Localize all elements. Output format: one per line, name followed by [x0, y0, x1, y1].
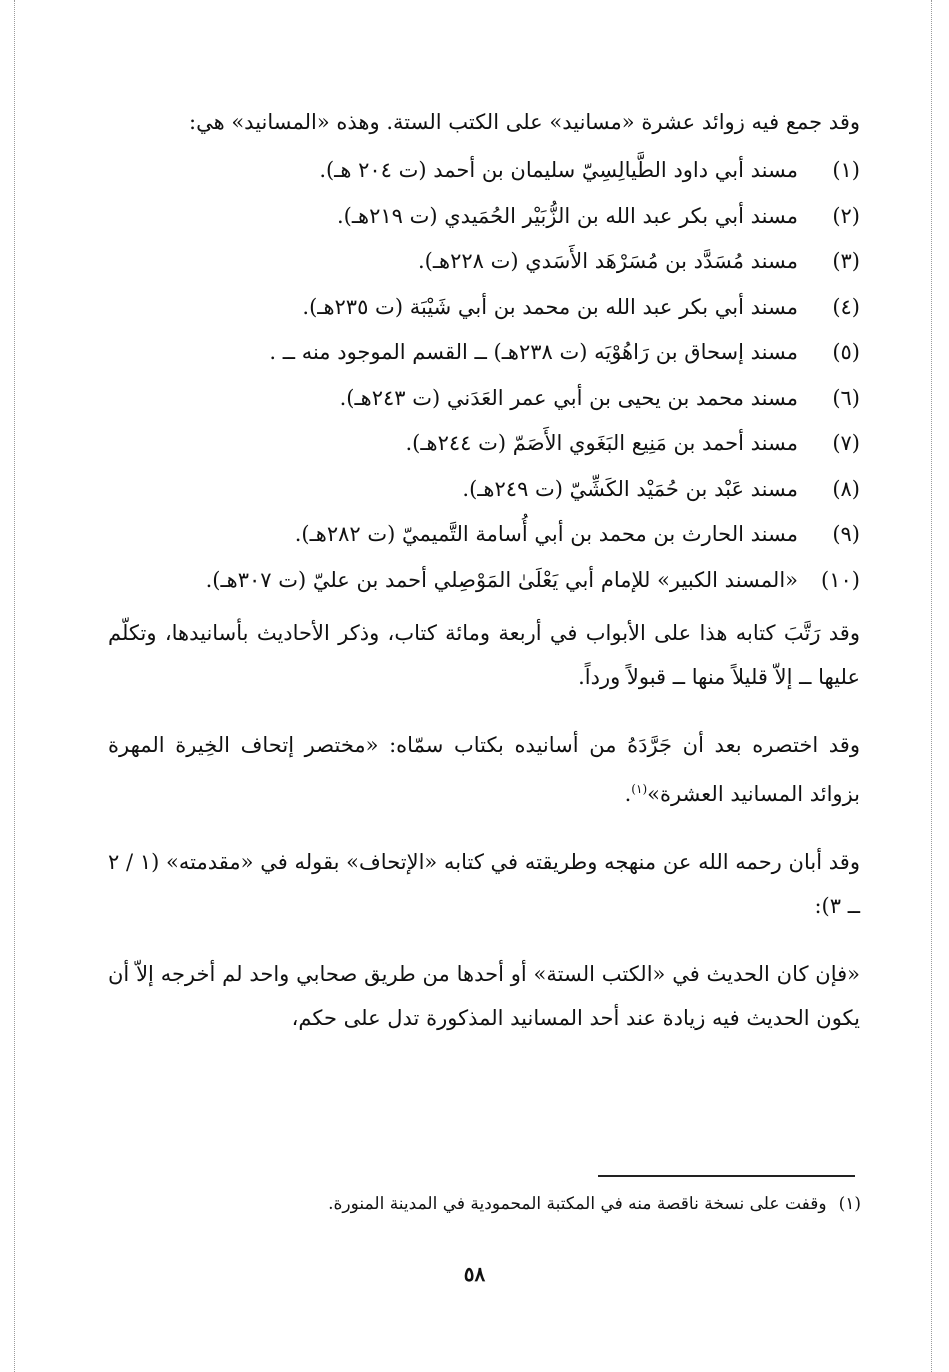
list-item-number: (٥) — [832, 340, 860, 364]
list-item — [108, 148, 860, 194]
list-item-number: (٧) — [832, 431, 860, 455]
list-item-text: مسند أحمد بن مَنِيع البَغَوي الأَصَمّ (ت ٢٤٤هـ). — [405, 431, 798, 455]
footnote-number: (١) — [838, 1194, 861, 1214]
list-item-text: مسند محمد بن يحيى بن أبي عمر العَدَني (ت ٢٤٣هـ). — [339, 385, 798, 410]
list-item-text: مسند عَبْد بن حُمَيْد الكَشِّيّ (ت ٢٤٩هـ). — [462, 476, 798, 501]
footnote-reference: (١) — [631, 782, 648, 796]
list-item — [108, 421, 860, 467]
list-item-number: (٤) — [832, 294, 860, 319]
list-item-number: (٦) — [832, 385, 860, 410]
list-item-text: مسند أبي داود الطَّيالِسِيّ سليمان بن أحمد (ت ٢٠٤ هـ). — [319, 158, 798, 182]
list-item-number: (٣) — [832, 249, 860, 273]
paragraph-quote: «فإن كان الحديث في «الكتب الستة» أو أحدها من طريق صحابي واحد لم أخرجه إلاّ أن يكون الحديث فيه زيادة عند أحد المسانيد المذكورة تدل على حكم، — [108, 962, 860, 1030]
list-item — [108, 285, 860, 331]
list-item-number: (٨) — [832, 476, 860, 501]
list-item-number: (٢) — [832, 203, 860, 228]
paragraph-abridgement-text: وقد اختصره بعد أن جَرَّدَهُ من أسانيده بكتاب سمّاه: «مختصر إتحاف الخِيرة المهرة بزوائد المسانيد العشرة» — [108, 733, 860, 806]
list-item-text: مسند إسحاق بن رَاهُوْيَه (ت ٢٣٨هـ) ــ القسم الموجود منه ــ . — [269, 340, 798, 364]
footnote-separator — [598, 1175, 855, 1177]
musnad-list — [108, 148, 860, 603]
paragraph-abridgement-end: . — [624, 782, 632, 806]
page-number: ٥٨ — [463, 1262, 486, 1286]
list-item — [108, 239, 860, 285]
footnote — [161, 1190, 861, 1218]
paragraph-intro: وقد جمع فيه زوائد عشرة «مسانيد» على الكتب الستة. وهذه «المسانيد» هي: — [189, 110, 860, 134]
list-item-text: «المسند الكبير» للإمام أبي يَعْلَىٰ المَوْصِلي أحمد بن عليّ (ت ٣٠٧هـ). — [205, 567, 798, 592]
list-item-number: (٩) — [832, 522, 860, 546]
list-item — [108, 376, 860, 422]
list-item-number: (١٠) — [821, 567, 860, 592]
list-item — [108, 512, 860, 558]
list-item — [108, 558, 860, 604]
list-item-text: مسند أبي بكر عبد الله بن محمد بن أبي شَيْبَة (ت ٢٣٥هـ). — [302, 294, 798, 319]
scan-margin-line-left — [14, 0, 15, 1372]
scan-margin-line-right — [931, 0, 932, 1372]
page-body — [108, 100, 860, 1040]
list-item-text: مسند الحارث بن محمد بن أبي أُسامة التَّميميّ (ت ٢٨٢هـ). — [294, 522, 798, 546]
list-item — [108, 194, 860, 240]
list-item-text: مسند أبي بكر عبد الله بن الزُّبَيْر الحُمَيدي (ت ٢١٩هـ). — [336, 203, 798, 228]
paragraph-method: وقد أبان رحمه الله عن منهجه وطريقته في كتابه «الإتحاف» بقوله في «مقدمته» (١ / ٢ ــ ٣): — [108, 850, 860, 918]
paragraph-arrangement: وقد رَتَّبَ كتابه هذا على الأبواب في أربعة ومائة كتاب، وذكر الأحاديث بأسانيدها، وتكلّم عليها ــ إلاّ قليلاً منها ــ قبولاً ورداً. — [108, 621, 860, 689]
list-item-number: (١) — [832, 158, 860, 182]
paragraph-abridgement — [108, 723, 860, 816]
list-item — [108, 330, 860, 376]
list-item — [108, 467, 860, 513]
footnote-text: وقفت على نسخة ناقصة منه في المكتبة المحمودية في المدينة المنورة. — [328, 1194, 827, 1214]
list-item-text: مسند مُسَدَّد بن مُسَرْهَد الأَسَدي (ت ٢٢٨هـ). — [417, 249, 798, 273]
